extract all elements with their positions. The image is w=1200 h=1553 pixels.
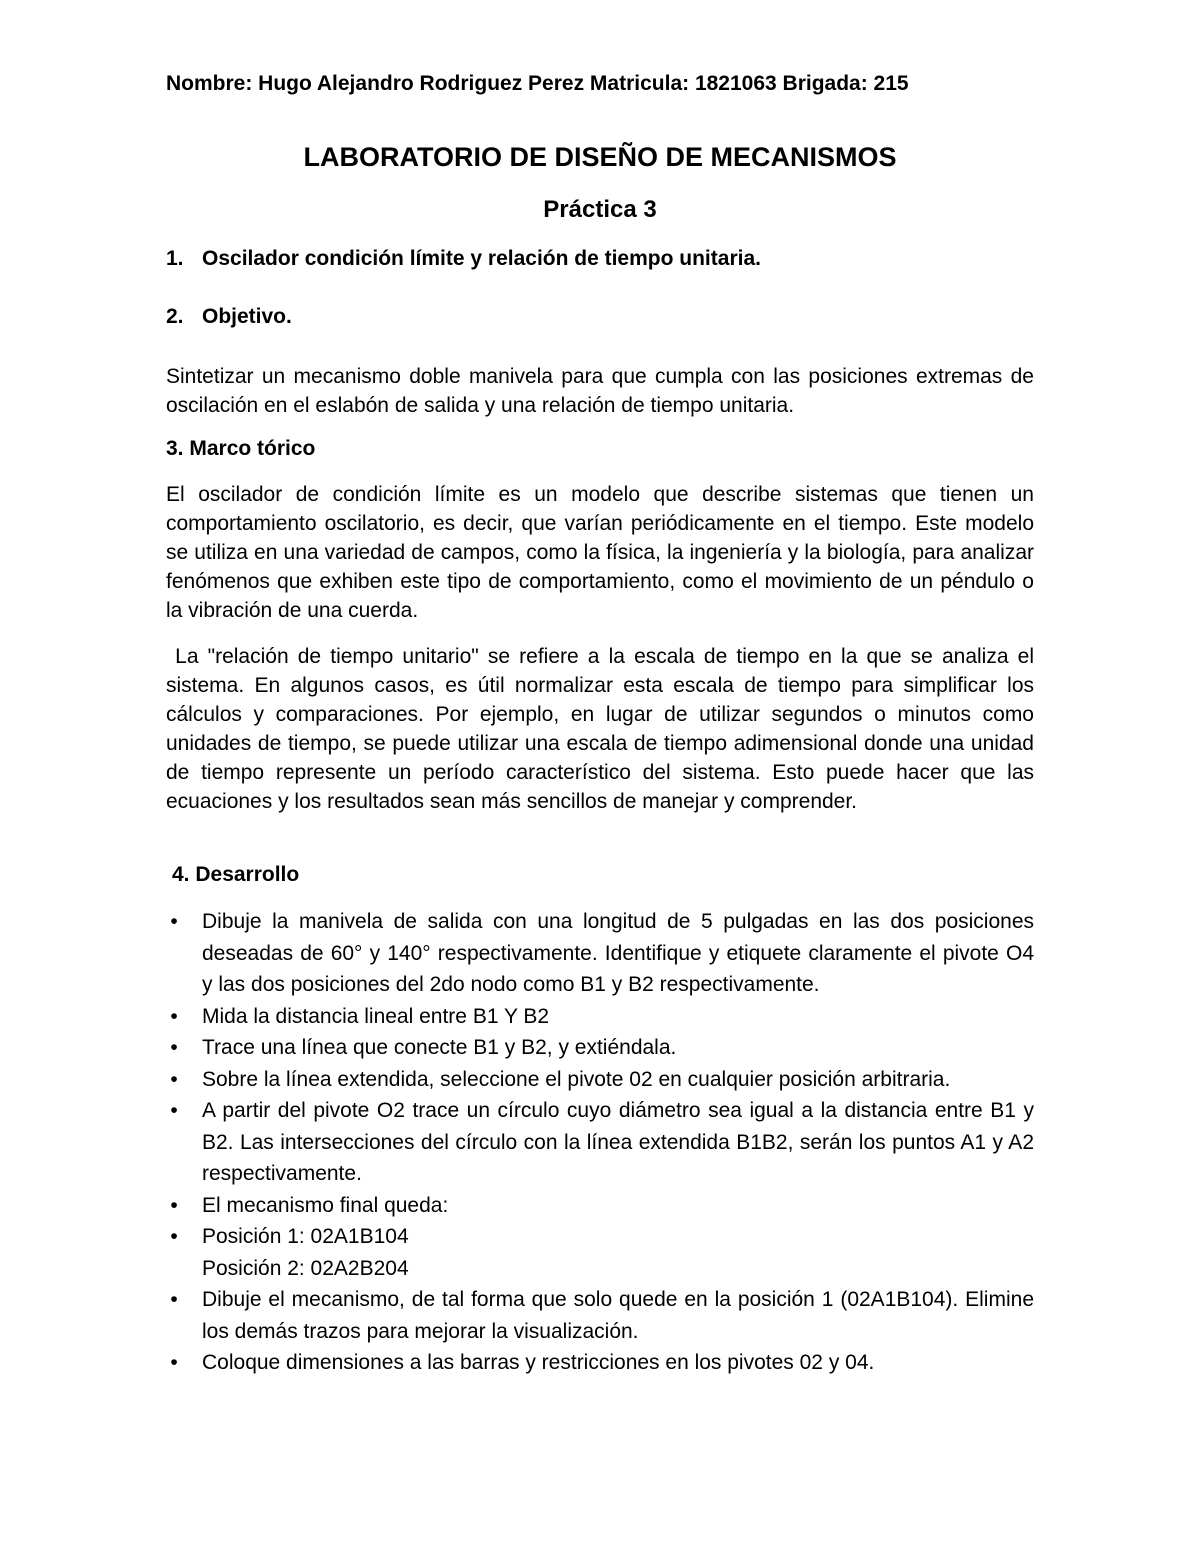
section-3-heading: 3. Marco tórico <box>166 437 316 460</box>
theory-paragraph-2: La "relación de tiempo unitario" se refiere a la escala de tiempo en la que se analiza el sistema. En algunos casos, es útil normalizar esta escala de tiempo para simplificar los cálculos y comparaciones. Por ejemplo, en lugar de utilizar segundos o minutos como unidades de tiempo, se puede utilizar una escala de tiempo adimensional donde una unidad de tiempo represente un período característico del sistema. Esto puede hacer que las ecuaciones y los resultados sean más sencillos de manejar y comprender. <box>166 645 1040 813</box>
bullet-icon: • <box>170 1351 178 1374</box>
section-1-heading <box>166 247 761 271</box>
section-1-number: 1. <box>166 247 184 270</box>
bullet-icon: • <box>170 910 178 933</box>
bullet-icon: • <box>170 1067 178 1091</box>
bullet-icon: • <box>170 1225 178 1248</box>
list-item: • Posición 1: 02A1B104 Posición 2: 02A2B204 <box>166 1221 1034 1284</box>
list-item: • A partir del pivote O2 trace un círculo cuyo diámetro sea igual a la distancia entre B1 y B2. Las intersecciones del círculo con la línea extendida B1B2, serán los puntos A1 y A2 respectivamente. <box>166 1095 1034 1190</box>
section-1-title: Oscilador condición límite y relación de tiempo unitaria. <box>202 247 761 270</box>
position-2-line: Posición 2: 02A2B204 <box>202 1256 409 1280</box>
list-item: • Sobre la línea extendida, seleccione el pivote 02 en cualquier posición arbitraria. <box>166 1064 1034 1096</box>
bullet-icon: • <box>170 1036 178 1059</box>
objective-paragraph: Sintetizar un mecanismo doble manivela para que cumpla con las posiciones extremas de oscilación en el eslabón de salida y una relación de tiempo unitaria. <box>166 365 1034 417</box>
bullet-icon: • <box>170 1099 178 1122</box>
student-info-line: Nombre: Hugo Alejandro Rodriguez Perez Matricula: 1821063 Brigada: 215 <box>166 72 909 95</box>
bullet-icon: • <box>170 1193 178 1217</box>
theory-paragraph-1: El oscilador de condición límite es un modelo que describe sistemas que tienen un comportamiento oscilatorio, es decir, que varían periódicamente en el tiempo. Este modelo se utiliza en una variedad de campos, como la física, la ingeniería y la biología, para analizar fenómenos que exhiben este tipo de comportamiento, como el movimiento de un péndulo o la vibración de una cuerda. <box>166 483 1034 622</box>
list-item: • Mida la distancia lineal entre B1 Y B2 <box>166 1001 1034 1033</box>
practice-subtitle: Práctica 3 <box>543 196 657 223</box>
section-4-heading: 4. Desarrollo <box>172 863 300 886</box>
list-item: • Coloque dimensiones a las barras y restricciones en los pivotes 02 y 04. <box>166 1347 1034 1379</box>
list-item: • Trace una línea que conecte B1 y B2, y extiéndala. <box>166 1032 1034 1064</box>
list-item: • Dibuje el mecanismo, de tal forma que solo quede en la posición 1 (02A1B104). Elimine los demás trazos para mejorar la visualización. <box>166 1284 1034 1347</box>
section-2-heading <box>166 305 292 329</box>
section-2-title: Objetivo. <box>202 305 292 328</box>
document-title: LABORATORIO DE DISEÑO DE MECANISMOS <box>303 142 897 172</box>
list-item: • El mecanismo final queda: <box>166 1190 1034 1222</box>
development-steps-list <box>166 906 1034 1379</box>
section-2-number: 2. <box>166 305 184 328</box>
list-item: • Dibuje la manivela de salida con una longitud de 5 pulgadas en las dos posiciones deseadas de 60° y 140° respectivamente. Identifique y etiquete claramente el pivote O4 y las dos posiciones del 2do nodo como B1 y B2 respectivamente. <box>166 906 1034 1001</box>
bullet-icon: • <box>170 1004 178 1028</box>
bullet-icon: • <box>170 1288 178 1311</box>
